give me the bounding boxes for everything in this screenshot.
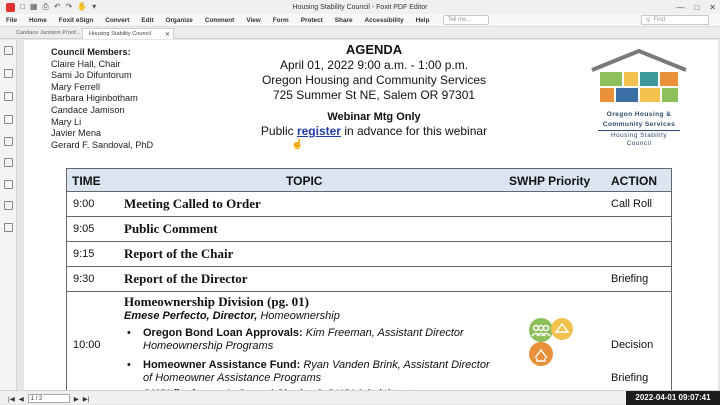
redo-icon[interactable]: ↷ <box>65 2 73 11</box>
row-time: 9:15 <box>73 248 95 260</box>
hand-cursor-icon: ☝ <box>291 139 304 150</box>
close-icon[interactable]: ✕ <box>709 2 716 12</box>
menu-edit[interactable]: Edit <box>141 16 154 24</box>
window-title: Housing Stability Council - Foxit PDF Editor <box>292 3 428 11</box>
agenda-header <box>224 42 524 139</box>
logo-text-3: Housing Stability <box>598 130 680 140</box>
pdf-page <box>24 40 718 400</box>
presenter-name: Emese Perfecto, Director, <box>124 310 258 322</box>
row-topic: Report of the Director <box>124 271 248 286</box>
timestamp-overlay: 2022-04-01 09:07:41 <box>626 391 720 405</box>
attachment-icon[interactable] <box>4 137 13 146</box>
undo-icon[interactable]: ↶ <box>53 2 61 11</box>
menu-form[interactable]: Form <box>272 16 289 24</box>
window-controls <box>676 0 716 14</box>
bullet-dot: • <box>127 327 131 339</box>
hand-tool-icon[interactable]: ✋ <box>77 2 88 11</box>
next-page-icon[interactable]: ▶ <box>73 395 79 403</box>
member: Claire Hall, Chair <box>51 58 121 69</box>
layers-icon[interactable] <box>4 115 13 124</box>
tab-candace-jamison-proof[interactable] <box>10 28 80 39</box>
navigation-panel <box>0 40 17 390</box>
comment-icon[interactable] <box>4 92 13 101</box>
member: Javier Mena <box>51 128 102 139</box>
row-time: 9:30 <box>73 273 95 285</box>
find-input[interactable] <box>641 15 709 25</box>
header-action: ACTION <box>611 174 657 188</box>
close-tab-icon[interactable]: ✕ <box>164 32 170 38</box>
row-topic: Public Comment <box>124 221 218 236</box>
organization: Oregon Housing and Community Services <box>261 73 487 87</box>
menu-share[interactable]: Share <box>334 16 353 24</box>
row-action: Briefing <box>611 273 649 285</box>
menu-organize[interactable]: Organize <box>165 16 193 24</box>
find-placeholder: Find <box>653 17 666 23</box>
foxit-app-icon <box>6 3 15 12</box>
meeting-date: April 01, 2022 9:00 a.m. - 1:00 p.m. <box>279 58 469 72</box>
menu-accessibility[interactable]: Accessibility <box>364 16 404 24</box>
menu-protect[interactable]: Protect <box>300 16 323 24</box>
council-members <box>51 47 153 151</box>
member: Sami Jo Difuntorum <box>51 70 132 81</box>
file-icon[interactable] <box>4 180 13 189</box>
prev-page-icon[interactable]: ◀ <box>18 395 24 403</box>
tab-housing-stability-council[interactable] <box>82 28 174 39</box>
public-text-post: in advance for this webinar <box>340 124 488 138</box>
bullet-line2: Homeownership Programs <box>143 339 274 352</box>
quick-access-toolbar <box>0 0 96 14</box>
save-icon[interactable]: ▦ <box>29 2 38 11</box>
swhp-priority-icon <box>527 316 575 370</box>
minimize-icon[interactable]: — <box>676 2 685 12</box>
page-navigation <box>8 394 89 403</box>
search-icon: ⚲ <box>646 17 651 24</box>
menu-help[interactable]: Help <box>415 16 430 24</box>
member: Mary Ferrell <box>51 81 101 92</box>
menu-foxit-esign[interactable]: Foxit eSign <box>58 16 94 24</box>
row-topic: Report of the Chair <box>124 246 234 261</box>
menu-view[interactable]: View <box>246 16 261 24</box>
register-link[interactable]: register <box>296 124 341 138</box>
bullet-dot: • <box>127 359 131 371</box>
table-row <box>67 192 671 217</box>
open-icon[interactable]: □ <box>20 2 25 11</box>
row-time: 9:00 <box>73 198 95 210</box>
header-priority: SWHP Priority <box>509 174 591 188</box>
table-row <box>67 217 671 242</box>
bullet-line1: Ryan Vanden Brink, Assistant Director <box>300 359 490 371</box>
agenda-title: AGENDA <box>345 42 403 57</box>
tell-me-input[interactable]: Tell me... <box>443 15 489 25</box>
menu-bar <box>0 14 720 27</box>
table-row <box>67 242 671 267</box>
bullet-line2: of Homeowner Assistance Programs <box>143 371 322 384</box>
row-time: 10:00 <box>73 339 101 351</box>
dropdown-icon[interactable]: ▾ <box>92 2 97 11</box>
print-icon[interactable]: ⎙ <box>42 2 49 11</box>
lock-icon[interactable] <box>4 158 13 167</box>
bullet-line1: Kim Freeman, Assistant Director <box>302 327 464 339</box>
menu-file[interactable]: File <box>6 16 18 24</box>
table-header <box>67 168 671 192</box>
row-action: Decision <box>611 339 654 351</box>
ohcs-logo <box>588 48 690 148</box>
house-logo-icon <box>588 48 690 104</box>
agenda-table <box>66 168 672 402</box>
row-topic: Meeting Called to Order <box>124 196 261 211</box>
document-tabs <box>0 27 720 39</box>
address: 725 Summer St NE, Salem OR 97301 <box>272 88 476 102</box>
presenter <box>124 310 340 322</box>
member: Mary Li <box>51 116 82 127</box>
webinar-notice: Webinar Mtg Only <box>327 111 421 123</box>
menu-comment[interactable]: Comment <box>204 16 235 24</box>
logo-text-2: Community Services <box>602 121 676 128</box>
header-topic: TOPIC <box>286 174 323 188</box>
maximize-icon[interactable]: □ <box>694 2 700 12</box>
row-topic: Homeownership Division (pg. 01) <box>124 294 309 309</box>
menu-home[interactable]: Home <box>29 16 47 24</box>
table-row <box>67 267 671 292</box>
header-time: TIME <box>72 174 101 188</box>
document-viewport[interactable] <box>18 40 718 390</box>
row-time: 9:05 <box>73 223 95 235</box>
tab-label: Housing Stability Council <box>89 31 151 37</box>
tab-label: Candace Jamison Proof... <box>16 30 81 36</box>
first-page-icon[interactable]: |◀ <box>8 395 15 403</box>
logo-text-1: Oregon Housing & <box>606 111 672 118</box>
pages-icon[interactable] <box>4 223 13 232</box>
row-action: Briefing <box>611 372 649 384</box>
row-action: Call Roll <box>611 198 652 210</box>
member: Barbara Higinbotham <box>51 93 138 104</box>
member: Candace Jamison <box>51 104 125 115</box>
title-bar <box>0 0 720 14</box>
hand-icon[interactable] <box>4 46 13 55</box>
status-bar <box>0 390 720 404</box>
last-page-icon[interactable]: ▶| <box>82 395 90 403</box>
table-row-homeownership <box>67 292 671 402</box>
bullet-title: Oregon Bond Loan Approvals: <box>143 327 303 339</box>
page-number-input[interactable]: 1 / 2 <box>28 394 70 403</box>
bullet-title: Homeowner Assistance Fund: <box>143 359 301 371</box>
shield-icon[interactable] <box>4 201 13 210</box>
member: Gerard F. Sandoval, PhD <box>51 139 154 150</box>
bookmark-icon[interactable] <box>4 69 13 78</box>
register-line <box>224 124 524 139</box>
public-text: Public <box>260 124 297 138</box>
members-heading: Council Members: <box>51 47 131 57</box>
logo-text-4: Council <box>626 140 652 147</box>
presenter-dept: Homeownership <box>257 310 340 322</box>
menu-convert[interactable]: Convert <box>105 16 130 24</box>
